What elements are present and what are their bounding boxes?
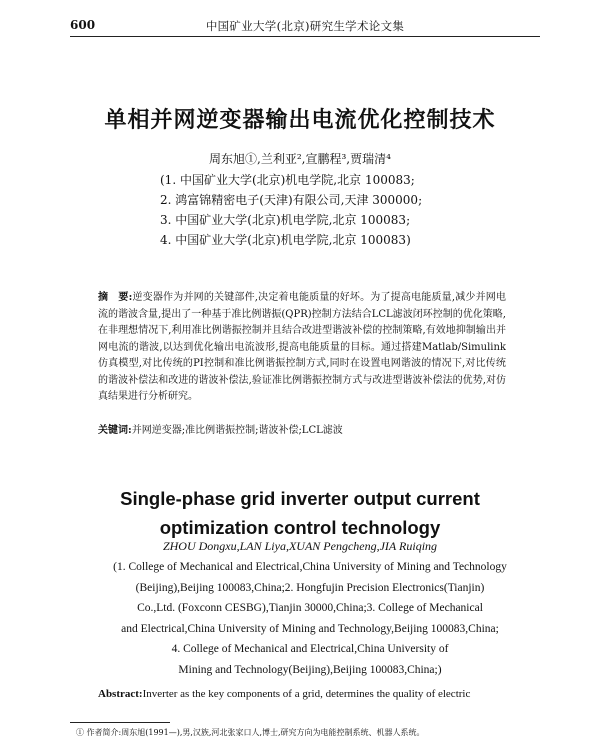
affiliation-line: 4. 中国矿业大学(北京)机电学院,北京 100083) (160, 233, 411, 247)
authors-chinese: 周东旭①,兰利亚²,宣鹏程³,贾瑞清⁴ (209, 152, 391, 166)
affiliation-line: 3. 中国矿业大学(北京)机电学院,北京 100083; (160, 213, 411, 227)
affiliation-line: (1. 中国矿业大学(北京)机电学院,北京 100083; (160, 173, 415, 187)
title-chinese: 单相并网逆变器输出电流优化控制技术 (104, 107, 496, 133)
abstract-label-en: Abstract: (98, 688, 143, 700)
abstract-english (98, 688, 528, 700)
running-header (70, 14, 540, 36)
abstract-text-cn: 逆变器作为并网的关键部件,决定着电能质量的好坏。为了提高电能质量,减少并网电流的谐波含量,提出了一种基于准比例谐振(QPR)控制方法结合LCL滤波闭环控制的优化策略,在非理想情况下,利用准比例谐振控制并且结合改进型谐波补偿的控制策略,有效地抑制输出并网电流的谐波,以达到优化输出电流波形,提高电能质量的目标。通过搭建Matlab/Simulink仿真模型,对比传统的PI控制和准比例谐振控制方式,同时在设置电网谐波的情况下,对比传统的谐波补偿法和改进的谐波补偿法,验证准比例谐振控制方式与改进型谐波补偿法的优势,对仿真结果进行分析研究。 (98, 292, 506, 402)
abstract-label-cn: 摘 要: (98, 292, 133, 303)
authors-english: ZHOU Dongxu,LAN Liya,XUAN Pengcheng,JIA Ruiqing (162, 539, 438, 553)
affiliation-en-line: Co.,Ltd. (Foxconn CESBG),Tianjin 30000,China;3. College of Mechanical (137, 602, 483, 614)
affiliation-en-line: (Beijing),Beijing 100083,China;2. Hongfujin Precision Electronics(Tianjin) (135, 581, 485, 594)
affiliation-en-line: and Electrical,China University of Mining and Technology,Beijing 100083,China; (121, 622, 499, 635)
title-english-line: optimization control technology (159, 517, 441, 538)
affiliation-en-line: 4. College of Mechanical and Electrical,China University of (171, 643, 449, 655)
keywords-text-cn: 并网逆变器;准比例谐振控制;谐波补偿;LCL滤波 (131, 425, 343, 436)
abstract-chinese (98, 290, 506, 406)
journal-name: 中国矿业大学(北京)研究生学术论文集 (205, 19, 405, 33)
keywords-label-cn: 关键词: (98, 425, 132, 436)
title-english-line: Single-phase grid inverter output current (120, 488, 480, 509)
affiliations-english (60, 557, 560, 680)
page-number: 600 (70, 18, 96, 32)
affiliation-en-line: (1. College of Mechanical and Electrical,China University of Mining and Technology (113, 561, 507, 573)
abstract-text-en: Inverter as the key components of a grid, determines the quality of electric (142, 688, 471, 700)
affiliation-en-line: Mining and Technology(Beijing),Beijing 100083,China;) (178, 663, 442, 676)
keywords-chinese (98, 423, 506, 439)
header-rule (70, 36, 540, 37)
affiliations-chinese (160, 170, 500, 250)
footnote-rule (70, 722, 170, 723)
affiliation-line: 2. 鸿富锦精密电子(天津)有限公司,天津 300000; (160, 193, 423, 207)
author-footnote: ① 作者简介:周东旭(1991—),男,汉族,河北张家口人,博士,研究方向为电能控制系统、机器人系统。 (76, 728, 425, 737)
title-english (0, 484, 600, 542)
